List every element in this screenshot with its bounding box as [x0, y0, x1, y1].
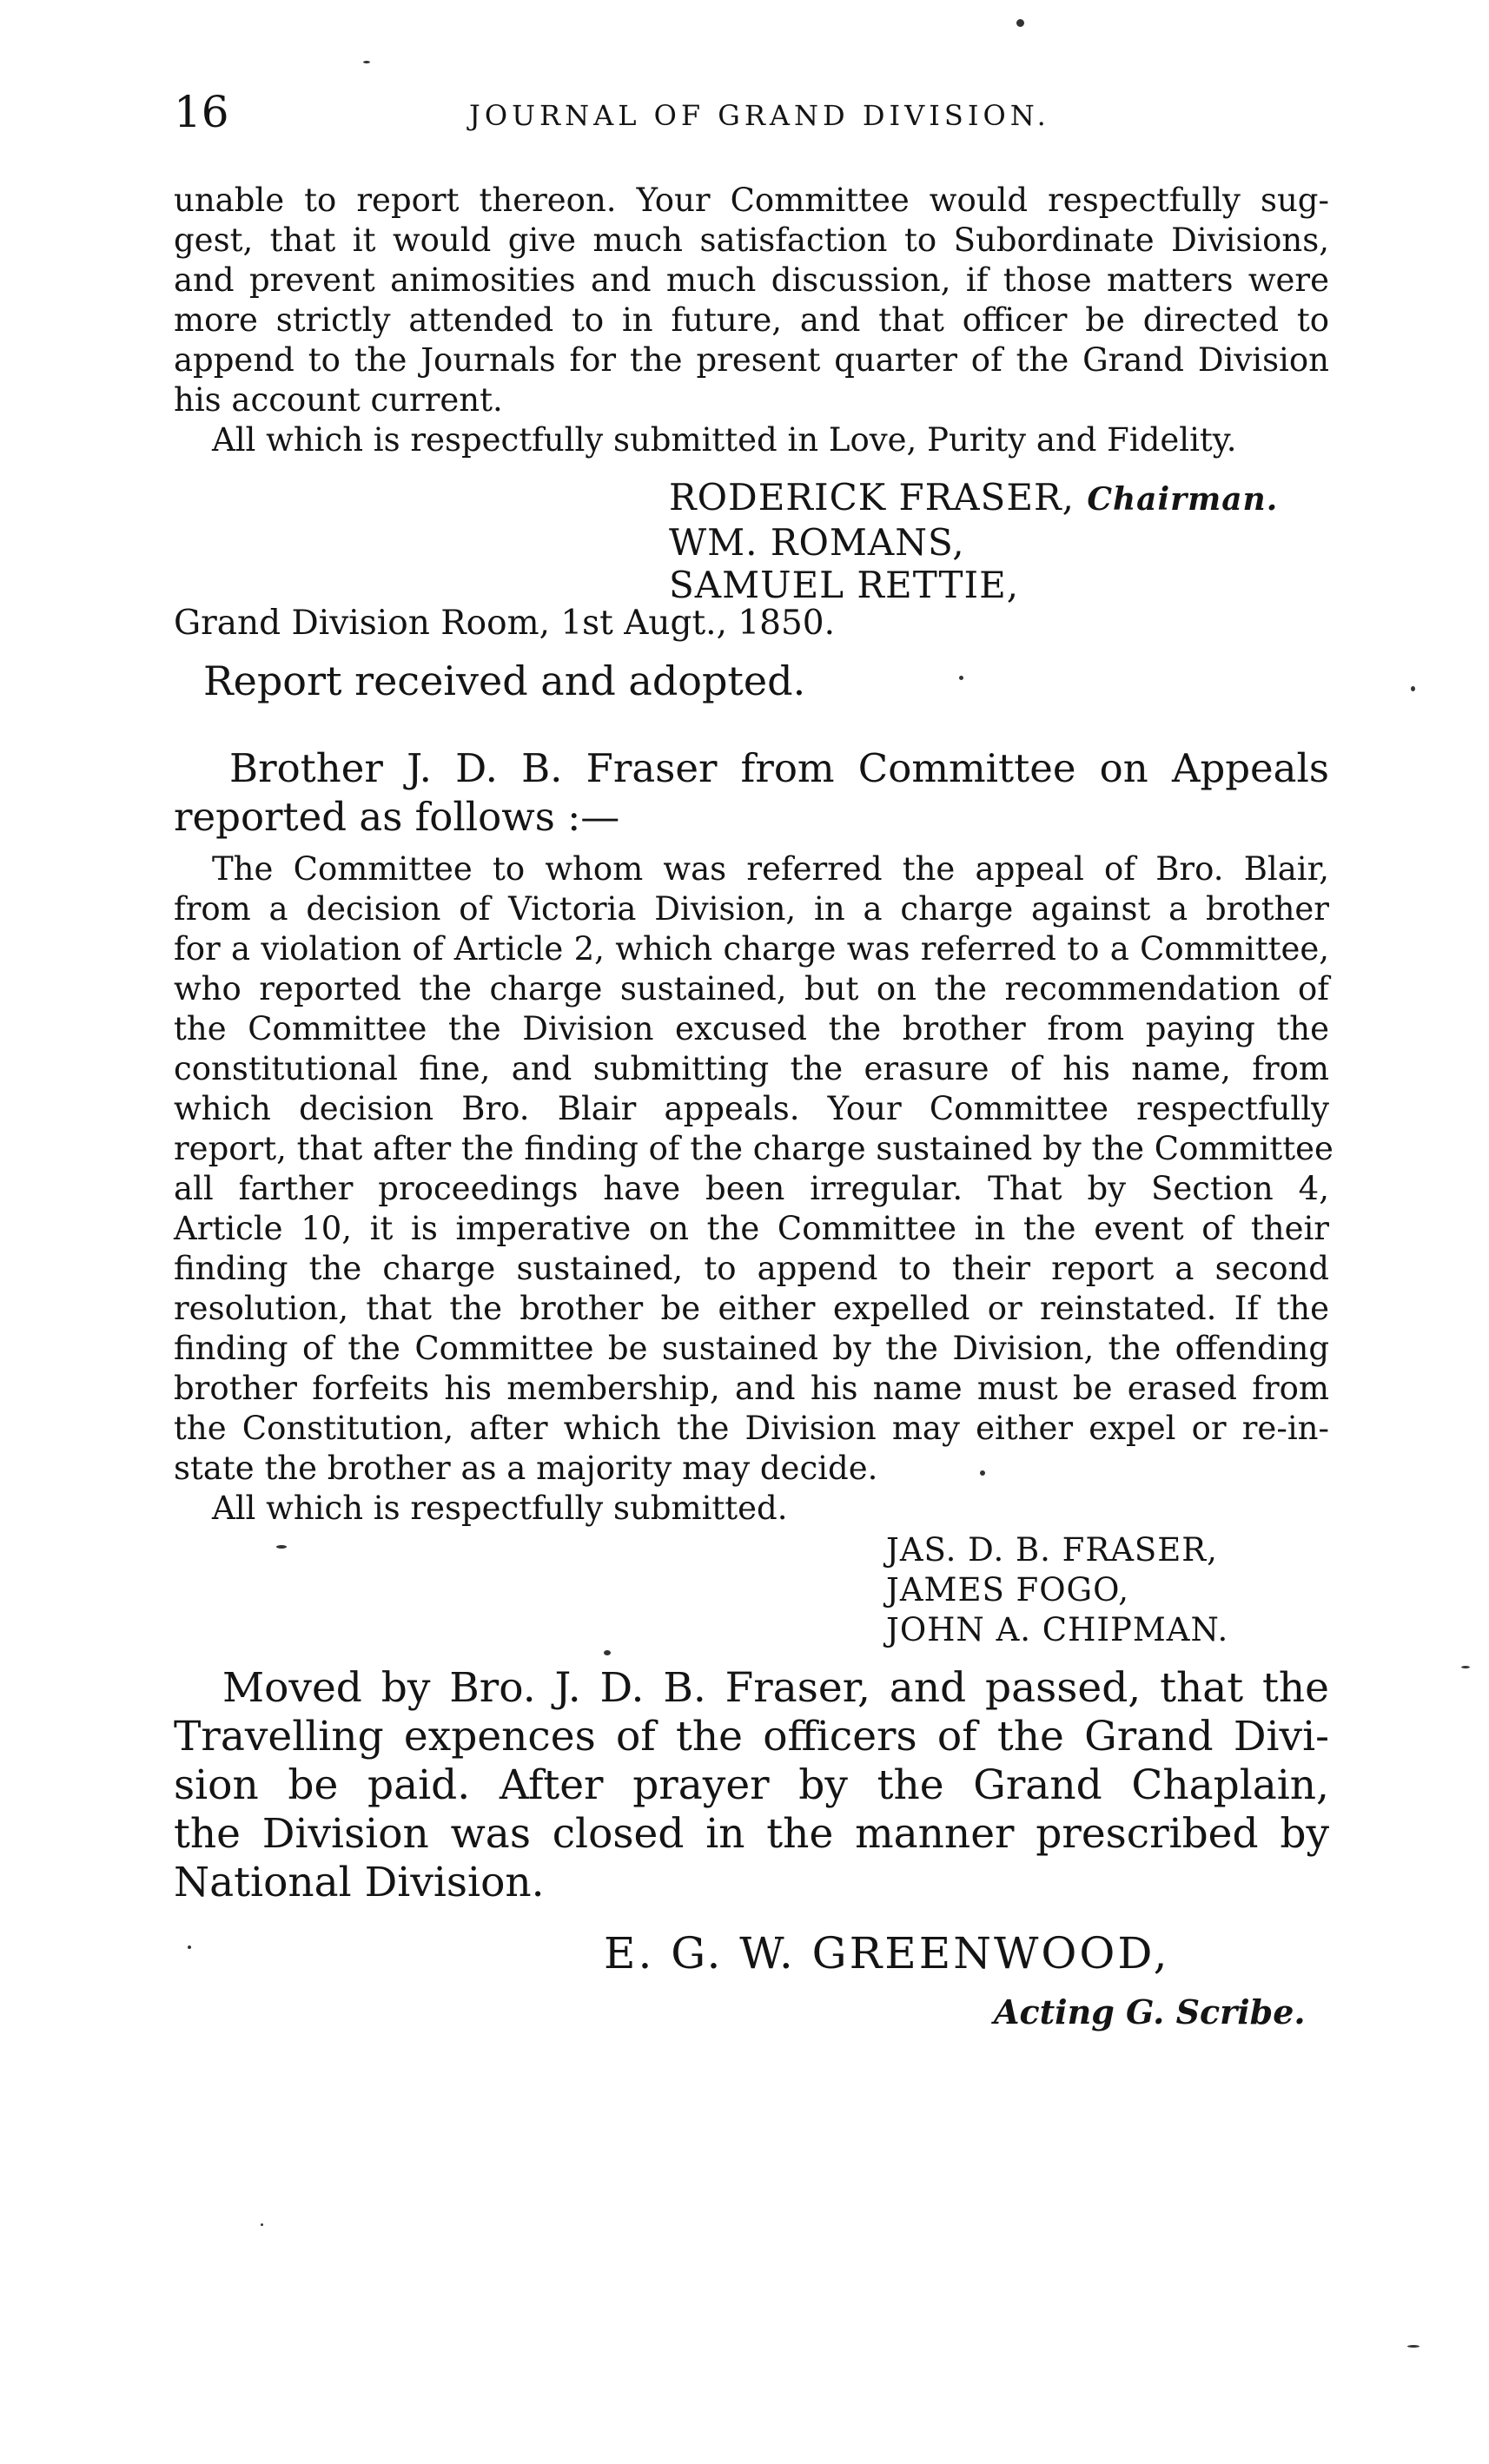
scan-speck — [604, 1650, 611, 1655]
paragraph-line: his account current. — [174, 381, 503, 419]
signatory-name: SAMUEL RETTIE, — [669, 564, 1020, 606]
appeals-intro — [174, 744, 1329, 842]
paragraph-line: the Constitution, after which the Division may either expel or re-in- — [174, 1410, 1329, 1447]
paragraph-line: The Committee to whom was referred the appeal of Bro. Blair, — [212, 850, 1329, 888]
scan-speck — [188, 1945, 191, 1949]
committee-report-paragraph — [174, 181, 1329, 460]
paragraph-line: the Committee the Division excused the brother from paying the — [174, 1010, 1329, 1047]
paragraph-line: append to the Journals for the present quarter of the Grand Division — [174, 341, 1329, 379]
scan-speck — [261, 2223, 263, 2226]
scan-speck — [1461, 1666, 1470, 1668]
paragraph-line: more strictly attended to in future, and that officer be directed to — [174, 301, 1329, 339]
motion-line: National Division. — [174, 1859, 545, 1906]
page-number: 16 — [174, 87, 229, 137]
paragraph-line: gest, that it would give much satisfaction to Subordinate Divisions, — [174, 221, 1329, 259]
signature-block-1 — [669, 476, 1278, 606]
motion-line: Moved by Bro. J. D. B. Fraser, and passed, that the — [222, 1664, 1329, 1712]
paragraph-line: all farther proceedings have been irregular. That by Section 4, — [174, 1170, 1329, 1207]
scan-speck — [276, 1545, 287, 1549]
signatory-name: JAS. D. B. FRASER, — [886, 1531, 1218, 1569]
final-signatory-name: E. G. W. GREENWOOD, — [604, 1928, 1170, 1978]
paragraph-line: who reported the charge sustained, but on the recommendation of — [174, 970, 1329, 1007]
intro-line: Brother J. D. B. Fraser from Committee on Appeals — [229, 745, 1329, 791]
scan-speck — [363, 61, 370, 63]
motion-line: sion be paid. After prayer by the Grand Chaplain, — [174, 1761, 1329, 1809]
motion-line: the Division was closed in the manner prescribed by — [174, 1810, 1329, 1858]
signatory-name: RODERICK FRASER, — [669, 476, 1075, 519]
header-title: JOURNAL OF GRAND DIVISION. — [469, 99, 1050, 132]
intro-line: reported as follows :— — [174, 794, 620, 840]
signatory-role: Chairman. — [1087, 481, 1279, 518]
paragraph-line: constitutional fine, and submitting the erasure of his name, from — [174, 1050, 1329, 1087]
paragraph-line: state the brother as a majority may decide. — [174, 1450, 878, 1487]
scan-speck — [959, 676, 963, 680]
scan-speck — [980, 1470, 985, 1476]
signatory-name: WM. ROMANS, — [669, 521, 965, 564]
signature-block-2 — [886, 1530, 1228, 1650]
paragraph-line: resolution, that the brother be either expelled or reinstated. If the — [174, 1290, 1329, 1327]
running-head — [174, 87, 1329, 139]
motion-paragraph — [174, 1664, 1329, 1907]
paragraph-line: unable to report thereon. Your Committee would respectfully sug- — [174, 182, 1329, 219]
report-received: Report received and adopted. — [203, 657, 806, 704]
final-signatory-role: Acting G. Scribe. — [994, 1992, 1306, 2031]
closing-line: All which is respectfully submitted in Love, Purity and Fidelity. — [212, 421, 1237, 459]
closing-line: All which is respectfully submitted. — [212, 1490, 788, 1527]
paragraph-line: report, that after the finding of the charge sustained by the Committee — [174, 1130, 1333, 1167]
signatory-name: JOHN A. CHIPMAN. — [886, 1611, 1229, 1648]
dateline: Grand Division Room, 1st Augt., 1850. — [174, 604, 836, 643]
scan-speck — [1411, 686, 1415, 691]
motion-line: Travelling expences of the officers of the Grand Divi- — [174, 1713, 1329, 1760]
scan-speck — [1016, 19, 1024, 27]
paragraph-line: finding the charge sustained, to append to their report a second — [174, 1250, 1329, 1287]
appeals-report-paragraph — [174, 849, 1333, 1529]
paragraph-line: finding of the Committee be sustained by the Division, the offending — [174, 1330, 1329, 1367]
paragraph-line: brother forfeits his membership, and his name must be erased from — [174, 1370, 1329, 1407]
scan-speck — [1407, 2345, 1420, 2348]
paragraph-line: Article 10, it is imperative on the Committee in the event of their — [174, 1210, 1329, 1247]
paragraph-line: for a violation of Article 2, which charge was referred to a Committee, — [174, 930, 1329, 968]
paragraph-line: which decision Bro. Blair appeals. Your Committee respectfully — [174, 1090, 1329, 1127]
signatory-name: JAMES FOGO, — [886, 1571, 1130, 1609]
paragraph-line: from a decision of Victoria Division, in a charge against a brother — [174, 890, 1329, 928]
paragraph-line: and prevent animosities and much discussion, if those matters were — [174, 261, 1329, 299]
